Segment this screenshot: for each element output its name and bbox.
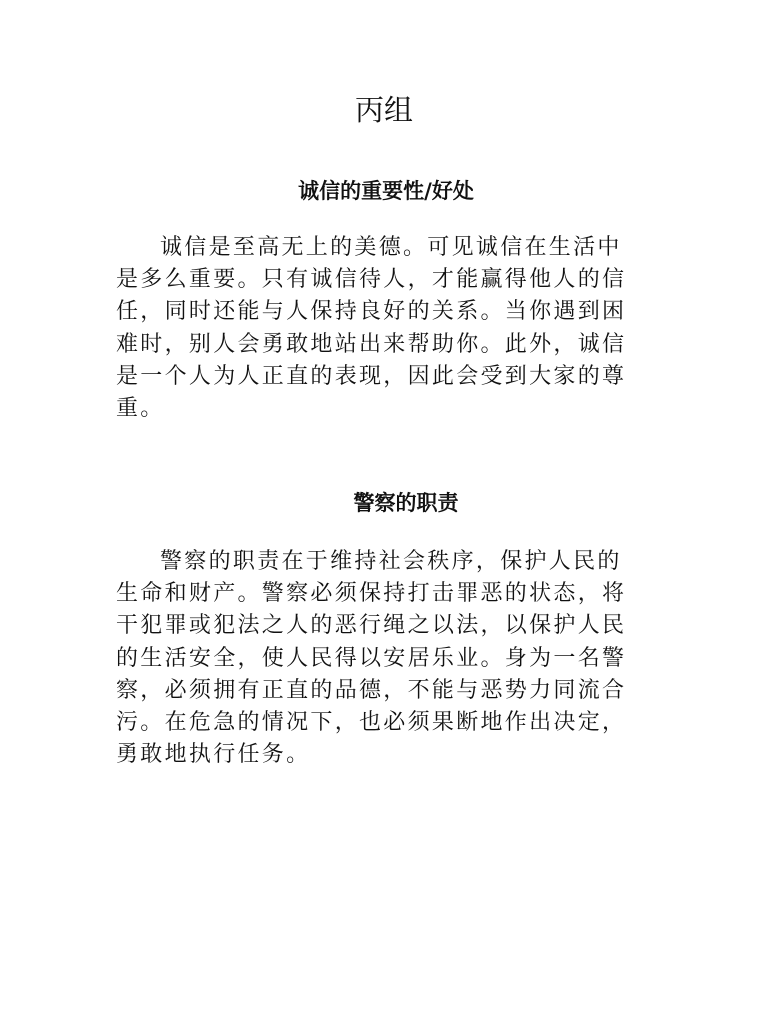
section-paragraph-honesty: 诚信是至高无上的美德。可见诚信在生活中是多么重要。只有诚信待人，才能赢得他人的信任，同时还能与人保持良好的关系。当你遇到困难时，别人会勇敢地站出来帮助你。此外，诚信是一个人为人正直的表现，因此会受到大家的尊重。	[116, 235, 627, 422]
section-heading-police-duties: 警察的职责	[353, 490, 459, 515]
section-heading-honesty: 诚信的重要性/好处	[298, 178, 474, 203]
page-title: 丙组	[354, 93, 413, 127]
section-paragraph-police-duties: 警察的职责在于维持社会秩序，保护人民的生命和财产。警察必须保持打击罪恶的状态，将干犯罪或犯法之人的恶行绳之以法，以保护人民的生活安全，使人民得以安居乐业。身为一名警察，必须拥有正直的品德，不能与恶势力同流合污。在危急的情况下，也必须果断地作出决定，勇敢地执行任务。	[116, 549, 627, 768]
